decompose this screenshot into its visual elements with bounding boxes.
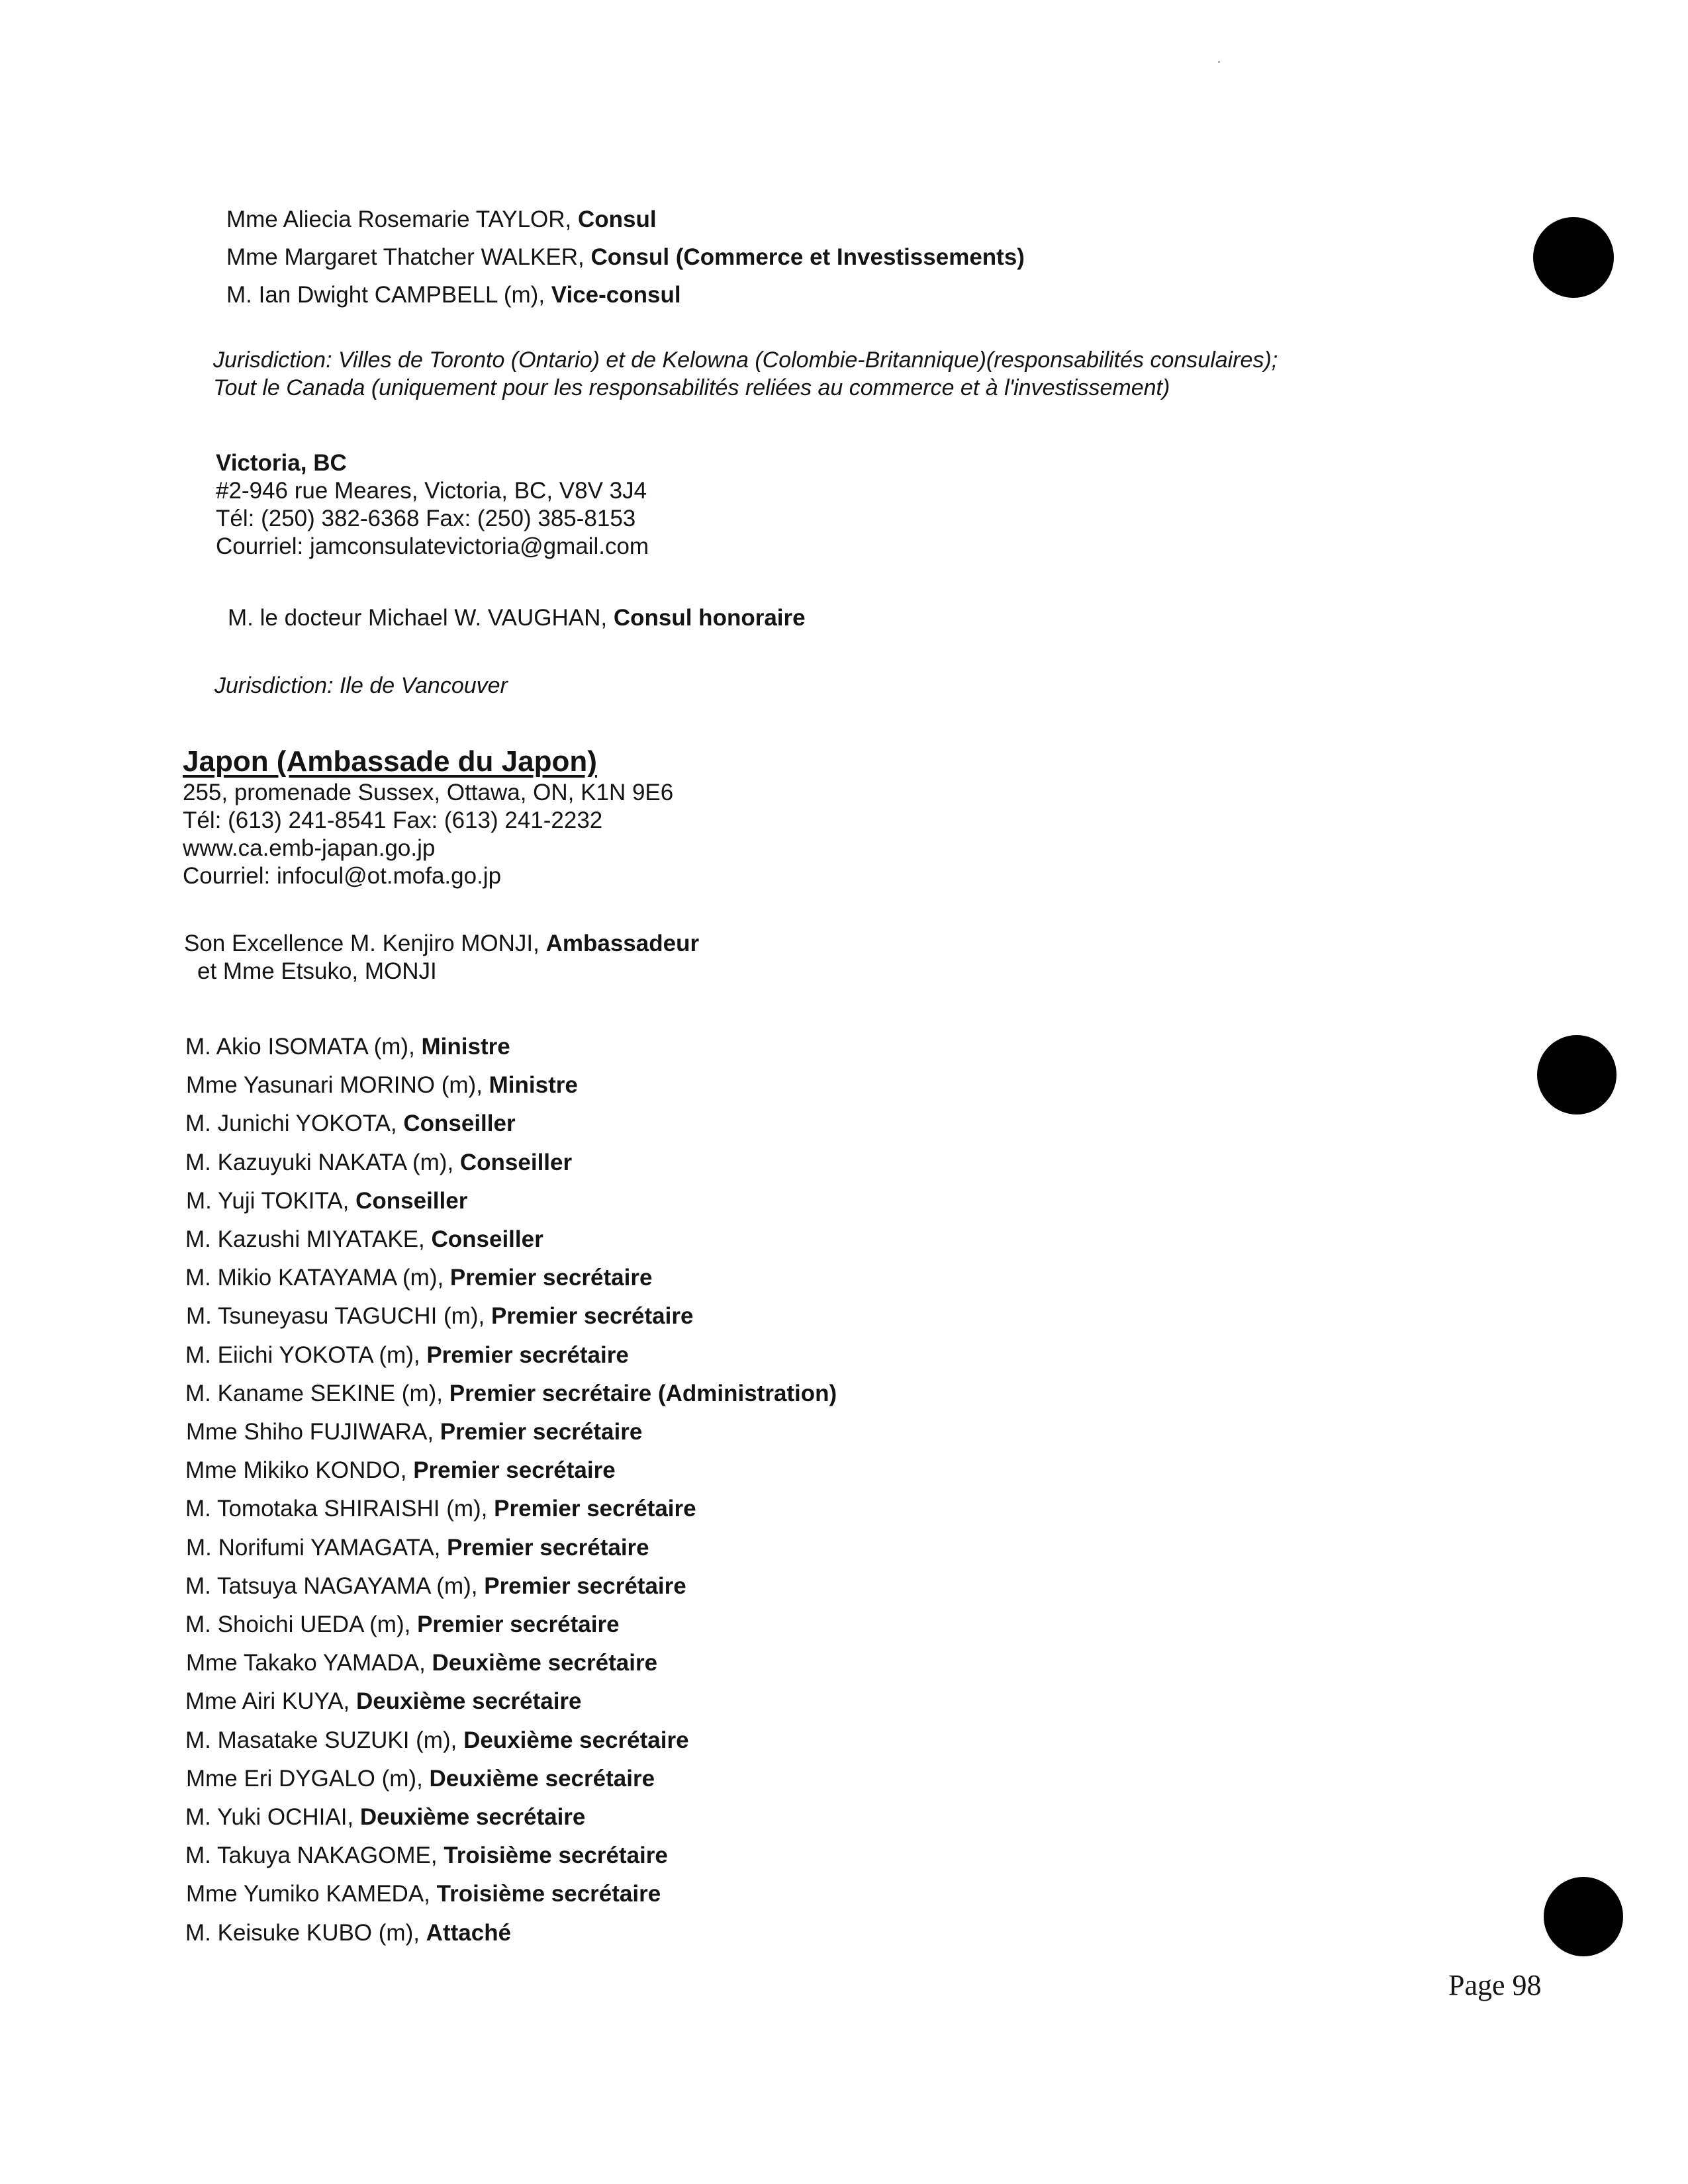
staff-title: Premier secrétaire: [494, 1496, 696, 1522]
staff-name: M. Yuki OCHIAI,: [185, 1804, 360, 1830]
staff-title: Premier secrétaire: [426, 1342, 629, 1368]
official-name: M. Ian Dwight CAMPBELL (m),: [226, 282, 551, 308]
japan-website: www.ca.emb-japan.go.jp: [183, 835, 436, 861]
staff-title: Premier secrétaire: [447, 1535, 649, 1561]
staff-name: M. Takuya NAKAGOME,: [185, 1843, 444, 1868]
staff-row: [185, 1341, 629, 1370]
staff-row: [185, 1109, 516, 1138]
staff-title: Premier secrétaire: [449, 1265, 653, 1291]
staff-name: Mme Airi KUYA,: [185, 1688, 357, 1714]
staff-name: M. Eiichi YOKOTA (m),: [185, 1342, 427, 1368]
jurisdiction-label: Jurisdiction:: [214, 673, 334, 698]
staff-title: Troisième secrétaire: [444, 1843, 668, 1868]
staff-row: [185, 1803, 585, 1832]
staff-name: Mme Yumiko KAMEDA,: [186, 1881, 437, 1907]
staff-row: [186, 1302, 693, 1331]
staff-row: [185, 1919, 511, 1948]
staff-name: M. Norifumi YAMAGATA,: [186, 1535, 447, 1561]
staff-row: [186, 1880, 661, 1909]
staff-title: Premier secrétaire: [491, 1303, 694, 1329]
staff-row: [186, 1533, 649, 1563]
jurisdiction-toronto-line1: [213, 345, 1278, 375]
official-title: Consul honoraire: [613, 605, 806, 631]
staff-title: Ministre: [421, 1034, 510, 1060]
binder-hole: [1544, 1877, 1623, 1956]
staff-name: M. Masatake SUZUKI (m),: [185, 1727, 464, 1753]
staff-title: Premier secrétaire (Administration): [449, 1381, 837, 1406]
staff-title: Deuxième secrétaire: [463, 1727, 689, 1753]
staff-title: Conseiller: [431, 1226, 543, 1252]
staff-name: M. Kazuyuki NAKATA (m),: [185, 1150, 460, 1175]
staff-title: Premier secrétaire: [417, 1612, 620, 1637]
scan-speck: [1218, 61, 1220, 63]
japan-phone: Tél: (613) 241-8541 Fax: (613) 241-2232: [183, 807, 603, 833]
staff-row: [186, 1649, 657, 1678]
staff-name: Mme Takako YAMADA,: [186, 1650, 432, 1676]
official-name: M. le docteur Michael W. VAUGHAN,: [228, 605, 614, 631]
staff-row: [185, 1572, 686, 1601]
staff-row: [185, 1263, 652, 1293]
jurisdiction-text: Villes de Toronto (Ontario) et de Kelowna (Colombie-Britannique)(responsabilités consulaires);: [332, 347, 1278, 373]
official-line: [226, 243, 1025, 272]
staff-title: Deuxième secrétaire: [432, 1650, 658, 1676]
japan-address: 255, promenade Sussex, Ottawa, ON, K1N 9E6: [183, 780, 674, 805]
staff-title: Premier secrétaire: [484, 1573, 686, 1599]
ambassador-spouse: et Mme Etsuko, MONJI: [197, 958, 437, 984]
staff-row: [186, 1764, 655, 1794]
official-title: Consul (Commerce et Investissements): [590, 244, 1025, 270]
staff-row: [185, 1148, 572, 1177]
ambassador-name: Son Excellence M. Kenjiro MONJI,: [184, 931, 546, 956]
staff-name: M. Tatsuya NAGAYAMA (m),: [185, 1573, 485, 1599]
japan-email: Courriel: infocul@ot.mofa.go.jp: [183, 863, 502, 889]
staff-name: M. Kazushi MIYATAKE,: [185, 1226, 432, 1252]
staff-name: M. Tsuneyasu TAGUCHI (m),: [186, 1303, 491, 1329]
official-name: Mme Aliecia Rosemarie TAYLOR,: [226, 206, 578, 232]
victoria-email: Courriel: jamconsulatevictoria@gmail.com: [216, 533, 649, 559]
staff-row: [186, 1071, 578, 1100]
victoria-address: #2-946 rue Meares, Victoria, BC, V8V 3J4: [216, 478, 647, 504]
staff-row: [185, 1225, 543, 1254]
staff-name: M. Junichi YOKOTA,: [185, 1111, 404, 1136]
staff-title: Deuxième secrétaire: [429, 1766, 655, 1792]
staff-name: Mme Shiho FUJIWARA,: [186, 1419, 440, 1445]
staff-title: Premier secrétaire: [440, 1419, 643, 1445]
page-number: Page 98: [1448, 1969, 1542, 2001]
jurisdiction-text: Ile de Vancouver: [333, 673, 508, 698]
staff-title: Deuxième secrétaire: [359, 1804, 586, 1830]
staff-row: [185, 1726, 689, 1755]
staff-name: M. Tomotaka SHIRAISHI (m),: [185, 1496, 494, 1522]
staff-title: Attaché: [426, 1920, 512, 1946]
ambassador-title: Ambassadeur: [545, 931, 700, 956]
section-heading-japan: Japon (Ambassade du Japon): [183, 745, 597, 778]
jurisdiction-victoria: [214, 671, 508, 700]
staff-title: Premier secrétaire: [413, 1457, 616, 1483]
staff-row: [185, 1610, 620, 1639]
staff-row: [185, 1032, 510, 1062]
staff-title: Troisième secrétaire: [436, 1881, 661, 1907]
staff-name: Mme Mikiko KONDO,: [185, 1457, 414, 1483]
staff-name: M. Mikio KATAYAMA (m),: [185, 1265, 450, 1291]
victoria-city: Victoria, BC: [216, 450, 347, 476]
jurisdiction-toronto-line2: Tout le Canada (uniquement pour les responsabilités reliées au commerce et à l'investissement): [213, 375, 1170, 400]
staff-name: M. Yuji TOKITA,: [186, 1188, 356, 1214]
staff-title: Conseiller: [355, 1188, 468, 1214]
official-line: [226, 281, 681, 310]
staff-row: [185, 1494, 696, 1524]
staff-name: M. Shoichi UEDA (m),: [185, 1612, 418, 1637]
staff-row: [185, 1379, 837, 1408]
staff-row: [186, 1187, 467, 1216]
binder-hole: [1533, 217, 1614, 298]
victoria-official: [228, 604, 806, 633]
staff-title: Conseiller: [459, 1150, 573, 1175]
jurisdiction-label: Jurisdiction:: [213, 347, 332, 373]
official-title: Vice-consul: [551, 282, 681, 308]
official-line: [226, 205, 657, 234]
official-name: Mme Margaret Thatcher WALKER,: [226, 244, 591, 270]
staff-row: [185, 1841, 668, 1870]
binder-hole: [1537, 1035, 1617, 1115]
staff-name: Mme Yasunari MORINO (m),: [186, 1072, 489, 1098]
ambassador-line: [184, 929, 699, 958]
staff-title: Ministre: [489, 1072, 578, 1098]
staff-name: M. Kaname SEKINE (m),: [185, 1381, 449, 1406]
staff-title: Deuxième secrétaire: [356, 1688, 582, 1714]
staff-name: M. Akio ISOMATA (m),: [185, 1034, 422, 1060]
official-title: Consul: [578, 206, 657, 232]
staff-title: Conseiller: [403, 1111, 516, 1136]
staff-row: [185, 1687, 582, 1716]
staff-name: Mme Eri DYGALO (m),: [186, 1766, 430, 1792]
victoria-phone: Tél: (250) 382-6368 Fax: (250) 385-8153: [216, 506, 636, 531]
staff-row: [185, 1456, 616, 1485]
staff-row: [186, 1418, 642, 1447]
staff-name: M. Keisuke KUBO (m),: [185, 1920, 426, 1946]
